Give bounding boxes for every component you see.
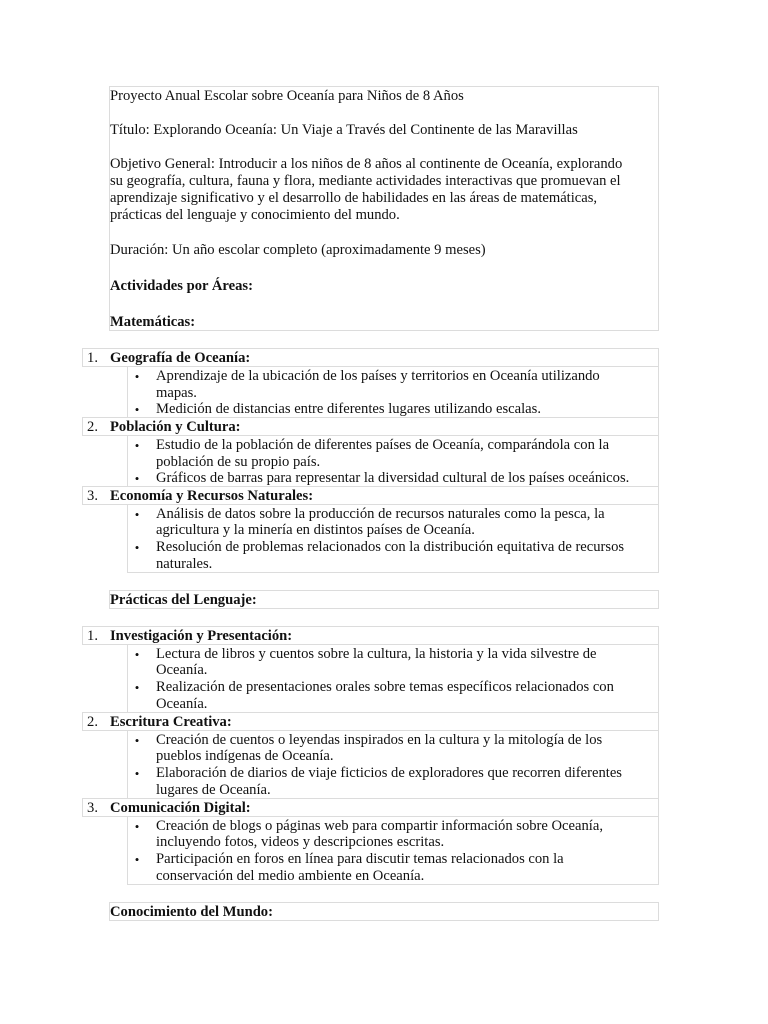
list-item-number: 3. xyxy=(87,488,98,504)
bullet-text: naturales. xyxy=(156,556,213,572)
bullet-text: Medición de distancias entre diferentes lugares utilizando escalas. xyxy=(156,401,541,417)
objective-line-1: Objetivo General: Introducir a los niños de 8 años al continente de Oceanía, explorando xyxy=(110,156,623,172)
bullet-text: lugares de Oceanía. xyxy=(156,782,271,798)
list-item-heading: Economía y Recursos Naturales: xyxy=(110,488,314,504)
bullet-text: agricultura y la minería en distintos países de Oceanía. xyxy=(156,522,475,538)
bullet-text: pueblos indígenas de Oceanía. xyxy=(156,748,334,764)
bullet: • xyxy=(134,852,140,867)
bullet-text: Creación de blogs o páginas web para compartir información sobre Oceanía, xyxy=(156,818,603,834)
bullet: • xyxy=(134,680,140,695)
bullet-text: mapas. xyxy=(156,385,197,401)
bullet-text: incluyendo fotos, videos y descripciones escritas. xyxy=(156,834,445,850)
bullet-text: población de su propio país. xyxy=(156,454,321,470)
objective-line-4: prácticas del lenguaje y conocimiento del mundo. xyxy=(110,207,400,223)
list-item-heading: Comunicación Digital: xyxy=(110,800,251,816)
bullet-text: Análisis de datos sobre la producción de recursos naturales como la pesca, la xyxy=(156,506,605,522)
document-title: Proyecto Anual Escolar sobre Oceanía para Niños de 8 Años xyxy=(110,88,464,104)
bullet-text: Resolución de problemas relacionados con la distribución equitativa de recursos xyxy=(156,539,625,555)
language-heading: Prácticas del Lenguaje: xyxy=(110,592,257,608)
bullet-text: Gráficos de barras para representar la diversidad cultural de los países oceánicos. xyxy=(156,470,630,486)
world-heading: Conocimiento del Mundo: xyxy=(110,904,273,920)
activities-heading: Actividades por Áreas: xyxy=(110,278,253,294)
bullet: • xyxy=(134,507,140,522)
bullet-text: conservación del medio ambiente en Oceanía. xyxy=(156,868,425,884)
project-title-line: Título: Explorando Oceanía: Un Viaje a Través del Continente de las Maravillas xyxy=(110,122,578,138)
bullet-text: Realización de presentaciones orales sobre temas específicos relacionados con xyxy=(156,679,614,695)
list-item-heading: Población y Cultura: xyxy=(110,419,241,435)
list-item-number: 3. xyxy=(87,800,98,816)
bullet: • xyxy=(134,369,140,384)
list-item-number: 2. xyxy=(87,419,98,435)
bullet-text: Oceanía. xyxy=(156,662,208,678)
bullet: • xyxy=(134,540,140,555)
bullet-text: Oceanía. xyxy=(156,696,208,712)
bullet-text: Estudio de la población de diferentes países de Oceanía, comparándola con la xyxy=(156,437,610,453)
bullet-text: Aprendizaje de la ubicación de los países y territorios en Oceanía utilizando xyxy=(156,368,600,384)
list-item-number: 2. xyxy=(87,714,98,730)
list-item-heading: Investigación y Presentación: xyxy=(110,628,293,644)
list-item-number: 1. xyxy=(87,350,98,366)
bullet: • xyxy=(134,647,140,662)
objective-line-2: su geografía, cultura, fauna y flora, mediante actividades interactivas que promuevan el xyxy=(110,173,621,189)
list-item-number: 1. xyxy=(87,628,98,644)
bullet-text: Participación en foros en línea para discutir temas relacionados con la xyxy=(156,851,564,867)
bullet: • xyxy=(134,402,140,417)
bullet: • xyxy=(134,819,140,834)
bullet-text: Lectura de libros y cuentos sobre la cultura, la historia y la vida silvestre de xyxy=(156,646,597,662)
list-item-heading: Geografía de Oceanía: xyxy=(110,350,251,366)
duration-line: Duración: Un año escolar completo (aproximadamente 9 meses) xyxy=(110,242,486,258)
bullet: • xyxy=(134,733,140,748)
bullet-text: Creación de cuentos o leyendas inspirados en la cultura y la mitología de los xyxy=(156,732,603,748)
list-item-heading: Escritura Creativa: xyxy=(110,714,232,730)
objective-line-3: aprendizaje significativo y el desarrollo de habilidades en las áreas de matemáticas, xyxy=(110,190,598,206)
bullet-text: Elaboración de diarios de viaje ficticios de exploradores que recorren diferentes xyxy=(156,765,622,781)
math-heading: Matemáticas: xyxy=(110,314,196,330)
bullet: • xyxy=(134,471,140,486)
bullet: • xyxy=(134,438,140,453)
bullet: • xyxy=(134,766,140,781)
